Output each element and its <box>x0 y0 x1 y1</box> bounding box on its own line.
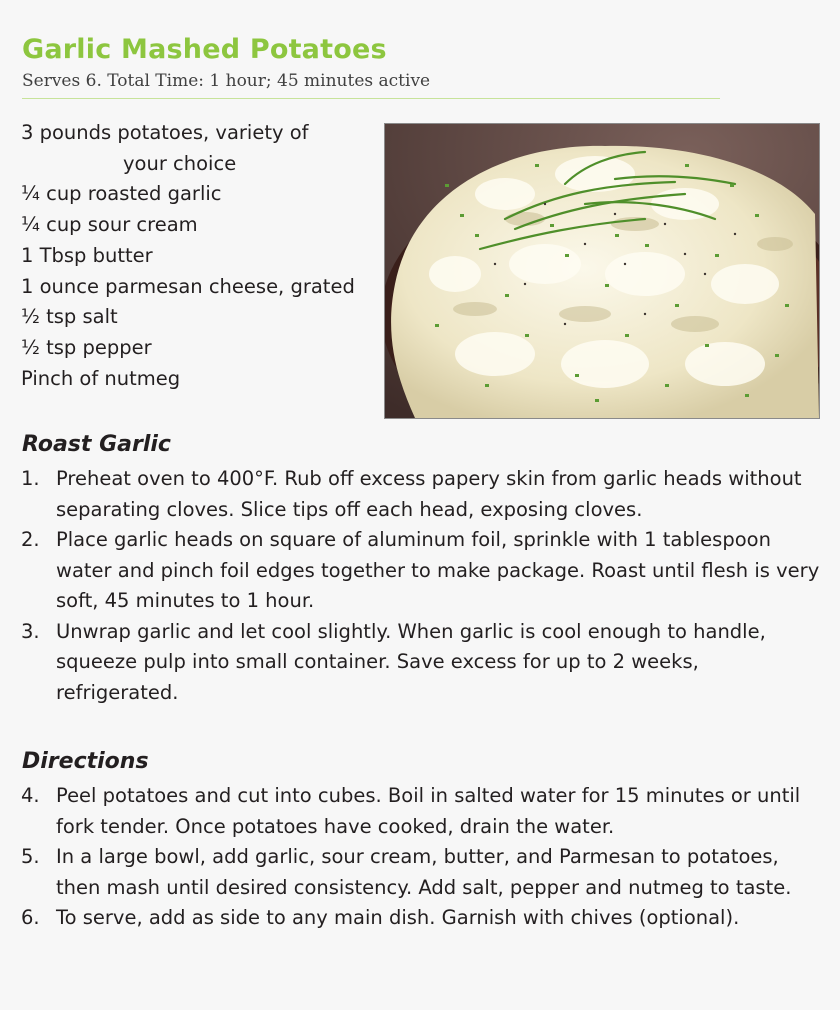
directions-steps <box>21 781 821 934</box>
ingredient-item: your choice <box>123 151 237 175</box>
step-number: 1. <box>21 467 40 490</box>
step-text: Preheat oven to 400°F. Rub off excess papery skin from garlic heads without separating cloves. Slice tips off each head, exposing cloves. <box>56 467 802 521</box>
ingredient-item: 1 Tbsp butter <box>21 243 153 267</box>
ingredient-item: ½ tsp pepper <box>21 335 152 359</box>
step-item <box>21 525 821 617</box>
roast-garlic-steps <box>21 464 821 708</box>
ingredient-item: ¼ cup roasted garlic <box>21 182 222 206</box>
ingredient-item: 3 pounds potatoes, variety of <box>21 121 309 144</box>
step-text: Peel potatoes and cut into cubes. Boil in salted water for 15 minutes or until fork tender. Once potatoes have cooked, drain the water. <box>56 784 801 838</box>
ingredient-item: ½ tsp salt <box>21 305 118 329</box>
step-item <box>21 842 821 903</box>
step-item <box>21 464 821 525</box>
step-text: Place garlic heads on square of aluminum foil, sprinkle with 1 tablespoon water and pinch foil edges together to make package. Roast until flesh is very soft, 45 minutes to 1 hour. <box>56 528 820 612</box>
directions-heading: Directions <box>22 749 149 774</box>
title-divider <box>22 98 720 99</box>
step-number: 2. <box>21 528 40 551</box>
ingredient-item: Pinch of nutmeg <box>21 366 181 390</box>
step-number: 6. <box>21 906 40 929</box>
step-number: 3. <box>21 619 40 643</box>
mashed-potatoes-photo <box>384 123 820 419</box>
step-text: To serve, add as side to any main dish. Garnish with chives (optional). <box>56 906 740 929</box>
step-item <box>21 781 821 842</box>
ingredient-item: 1 ounce parmesan cheese, grated <box>21 274 355 298</box>
step-number: 5. <box>21 845 40 868</box>
step-number: 4. <box>21 784 40 807</box>
step-text: Unwrap garlic and let cool slightly. When garlic is cool enough to handle, squeeze pulp into small container. Save excess for up to 2 weeks, refrigerated. <box>56 619 766 704</box>
step-item <box>21 617 821 709</box>
step-item <box>21 903 821 934</box>
recipe-title: Garlic Mashed Potatoes <box>22 34 387 65</box>
ingredient-list <box>21 118 355 394</box>
recipe-subtitle: Serves 6. Total Time: 1 hour; 45 minutes active <box>22 71 431 91</box>
ingredient-item: ¼ cup sour cream <box>21 213 198 237</box>
roast-garlic-heading: Roast Garlic <box>22 432 171 457</box>
step-text: In a large bowl, add garlic, sour cream, butter, and Parmesan to potatoes, then mash until desired consistency. Add salt, pepper and nutmeg to taste. <box>56 845 792 899</box>
